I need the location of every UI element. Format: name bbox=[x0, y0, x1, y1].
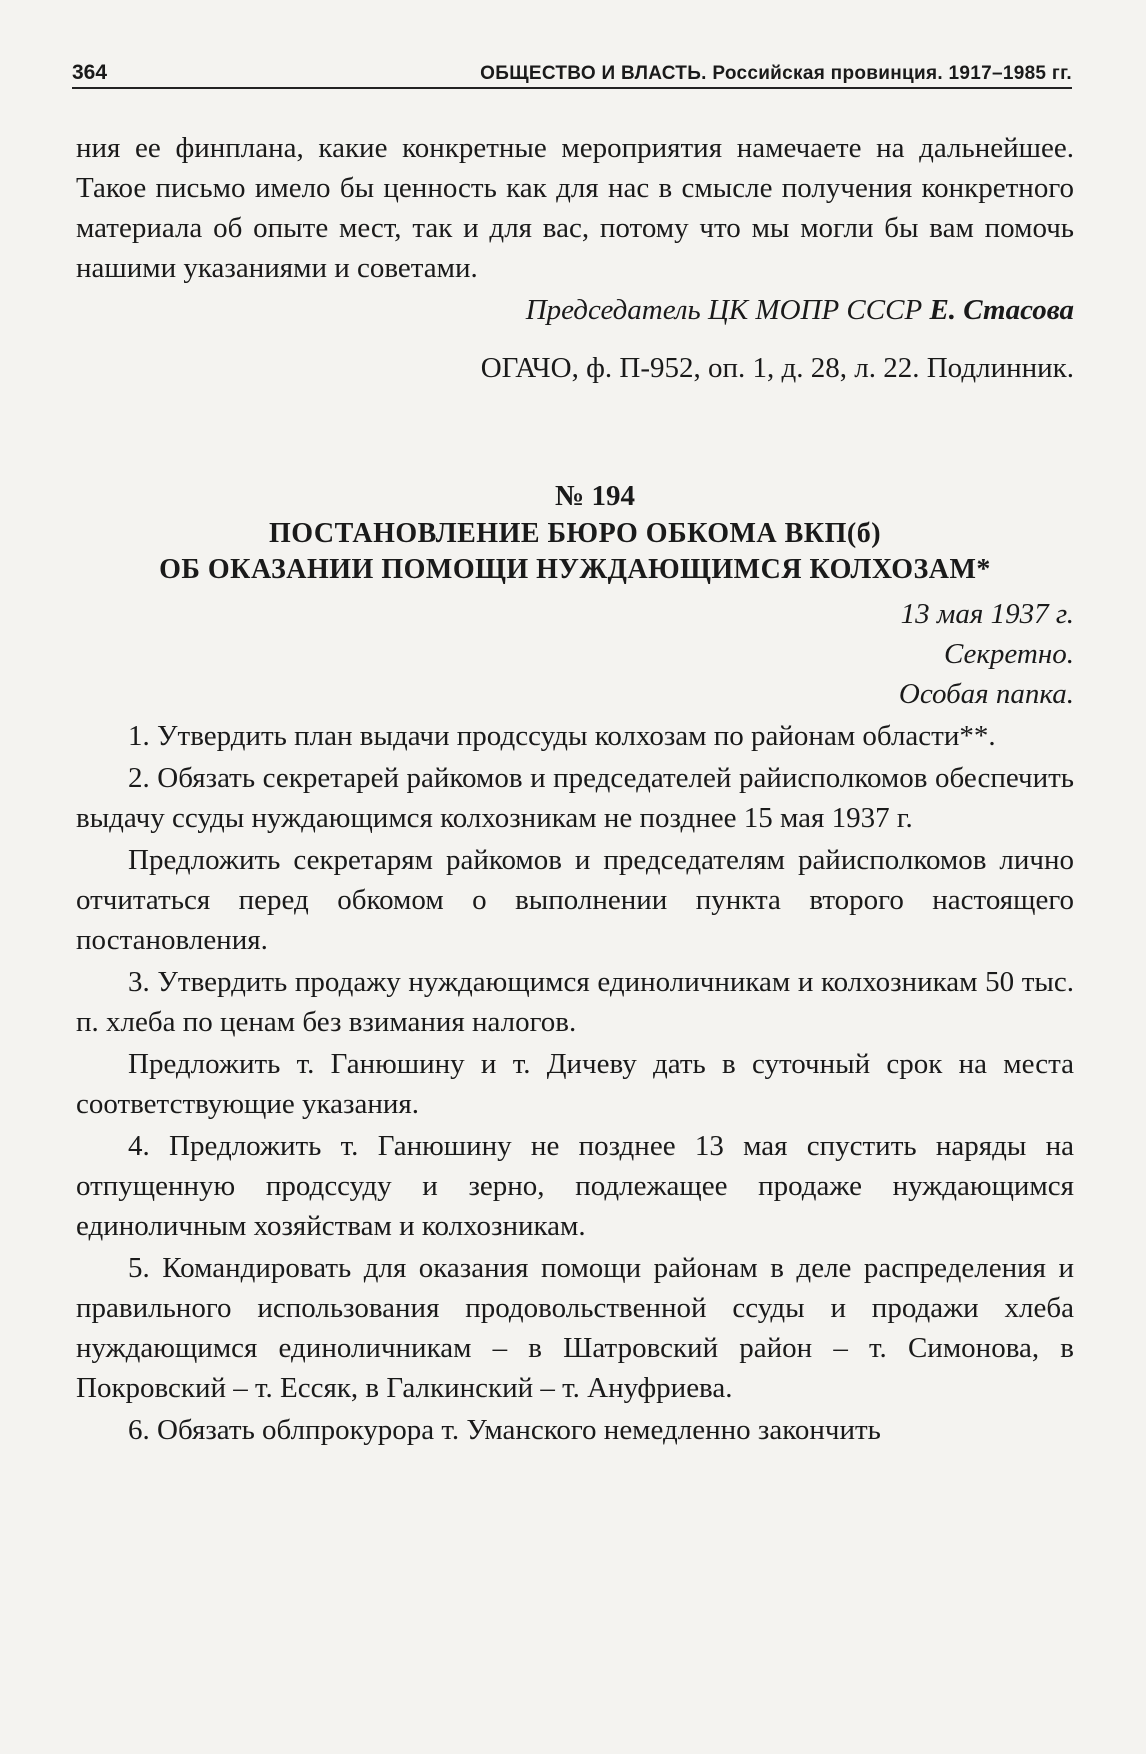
resolution-item-2: 2. Обязать секретарей райкомов и председателей райисполкомов обеспечить выдачу ссуды нуждающимся колхозникам не позднее 15 мая 1937 г. bbox=[76, 762, 1074, 834]
signature-name: Е. Стасова bbox=[929, 294, 1074, 326]
archive-source: ОГАЧО, ф. П-952, оп. 1, д. 28, л. 22. Подлинник. bbox=[480, 352, 1074, 384]
resolution-item-4: 4. Предложить т. Ганюшину не позднее 13 мая спустить наряды на отпущенную продссуду и зерно, подлежащее продаже нуждающимся единоличным хозяйствам и колхозникам. bbox=[76, 1130, 1074, 1242]
signature-line bbox=[76, 290, 1074, 330]
resolution-item-6: 6. Обязать облпрокурора т. Уманского немедленно закончить bbox=[128, 1414, 881, 1446]
document-number: № 194 bbox=[555, 480, 635, 512]
resolution-item-2-addendum: Предложить секретарям райкомов и председателям райисполкомов лично отчитаться перед обкомом о выполнении пункта второго настоящего постановления. bbox=[76, 844, 1074, 956]
resolution-item-5: 5. Командировать для оказания помощи районам в деле распределения и правильного использования продовольственной ссуды и продажи хлеба нуждающимся единоличникам – в Шатровский район – т. Симонова, в Покровский – т. Ессяк, в Галкинский – т. Ануфриева. bbox=[76, 1252, 1074, 1404]
resolution-item-3: 3. Утвердить продажу нуждающимся единоличникам и колхозникам 50 тыс. п. хлеба по ценам без взимания налогов. bbox=[76, 966, 1074, 1038]
continuation-paragraph: ния ее финплана, какие конкретные мероприятия намечаете на дальнейшее. Такое письмо имело бы ценность как для нас в смысле получения конкретного материала об опыте мест, так и для вас, потому что мы могли бы вам помочь нашими указаниями и советами. bbox=[76, 132, 1074, 284]
resolution-item-3-addendum: Предложить т. Ганюшину и т. Дичеву дать в суточный срок на места соответствующие указания. bbox=[76, 1048, 1074, 1120]
running-title: ОБЩЕСТВО И ВЛАСТЬ. Российская провинция. 1917–1985 гг. bbox=[480, 63, 1072, 84]
secrecy-stamp: Секретно. bbox=[943, 638, 1074, 670]
document-title-line-1: ПОСТАНОВЛЕНИЕ БЮРО ОБКОМА ВКП(б) bbox=[268, 518, 882, 549]
document-date: 13 мая 1937 г. bbox=[900, 598, 1074, 630]
page-body bbox=[76, 128, 1074, 1450]
signature-position: Председатель ЦК МОПР СССР bbox=[525, 294, 923, 326]
document-title-line-2: ОБ ОКАЗАНИИ ПОМОЩИ НУЖДАЮЩИМСЯ КОЛХОЗАМ* bbox=[159, 554, 991, 585]
page-number: 364 bbox=[72, 61, 108, 84]
resolution-item-1: 1. Утвердить план выдачи продссуды колхозам по районам области**. bbox=[128, 720, 996, 752]
page-header bbox=[72, 55, 1072, 89]
special-folder-stamp: Особая папка. bbox=[898, 678, 1074, 710]
